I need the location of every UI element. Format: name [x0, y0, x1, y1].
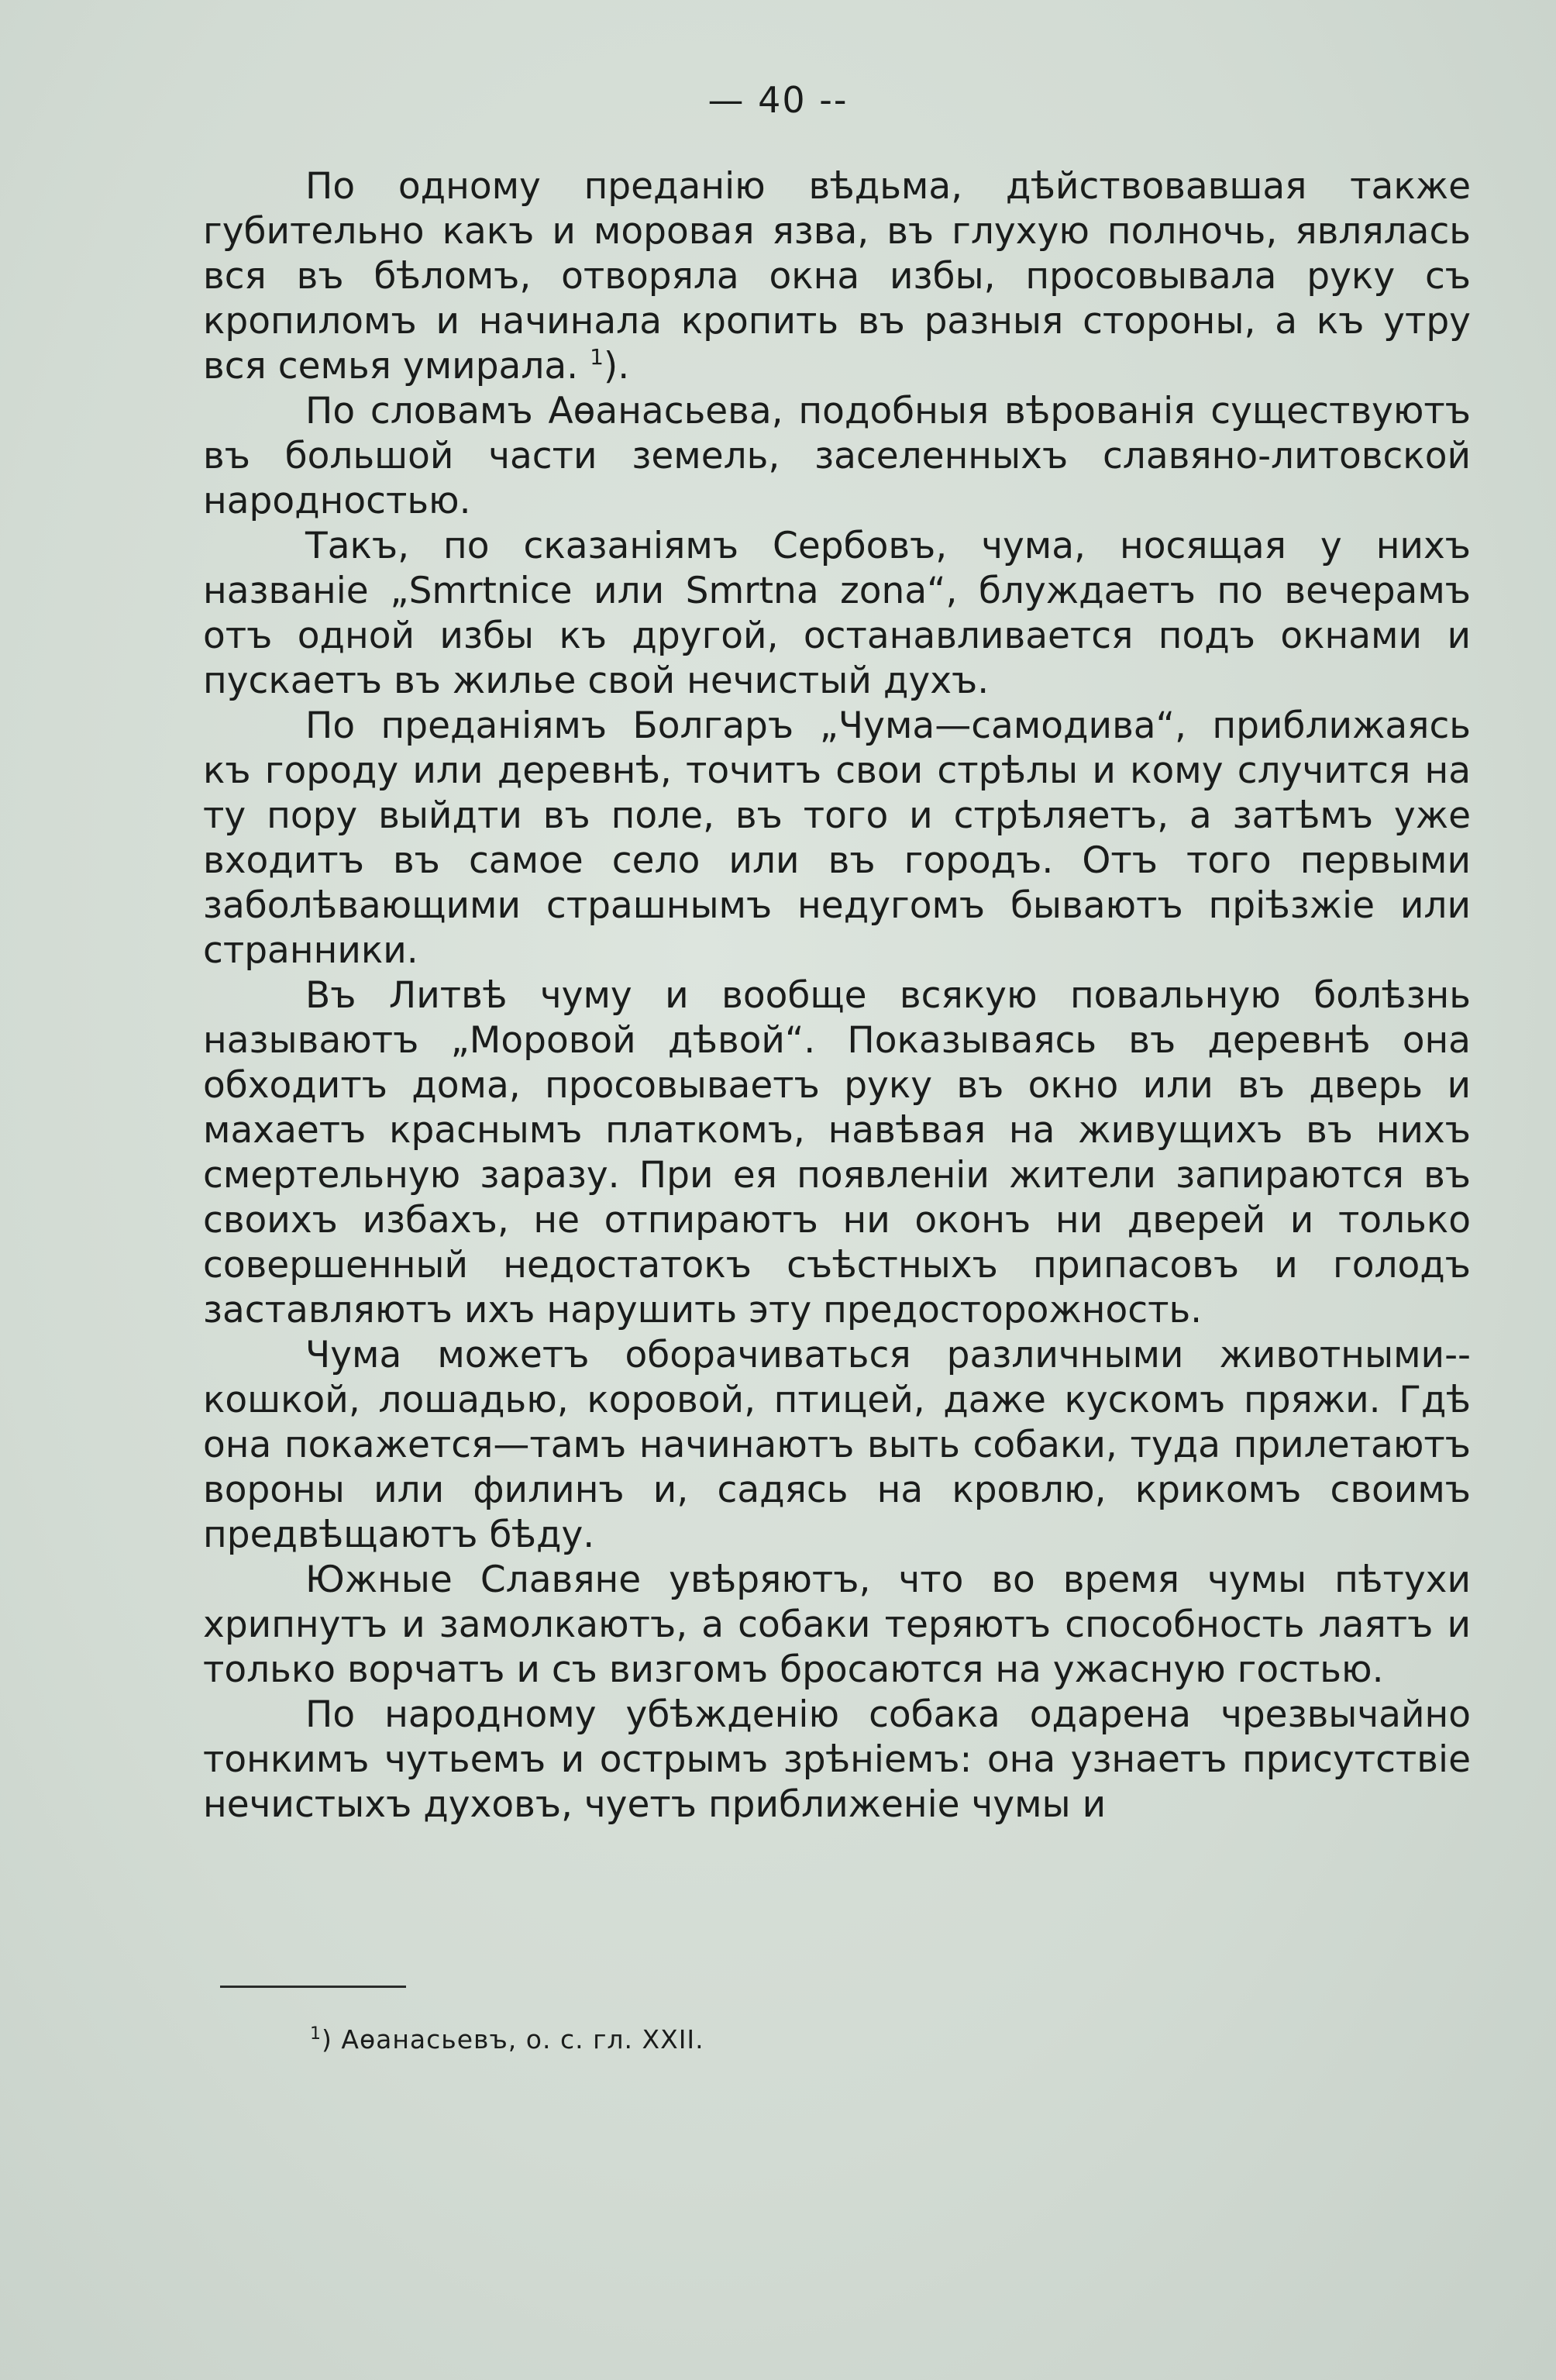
paragraph-1-tail: ). — [603, 345, 630, 387]
footnote-text: ) Аѳанасьевъ, о. с. гл. XXII. — [322, 2024, 704, 2055]
footnote-divider — [220, 1986, 406, 1988]
paragraph-8: По народному убѣжденію собака одарена чрезвычайно тонкимъ чутьемъ и острымъ зрѣніемъ: она узнаетъ присутствіе нечистыхъ духовъ, чуетъ приближеніе чумы и — [203, 1693, 1471, 1826]
paragraph-1-text: По одному преданію вѣдьма, дѣйствовавшая также губительно какъ и моровая язва, въ глухую полночь, являлась вся въ бѣломъ, отворяла окна избы, просовывала руку съ кропиломъ и начинала кропить въ разныя стороны, а къ утру вся семья умирала. — [203, 165, 1471, 387]
paragraph-7: Южные Славяне увѣряютъ, что во время чумы пѣтухи хрипнутъ и замолкаютъ, а собаки теряютъ способность лаятъ и только ворчатъ и съ визгомъ бросаются на ужасную гостью. — [203, 1559, 1471, 1691]
paragraph-2: По словамъ Аѳанасьева, подобныя вѣрованія существуютъ въ большой части земель, заселенныхъ славяно-литовской народностью. — [203, 390, 1471, 522]
paragraph-5: Въ Литвѣ чуму и вообще всякую повальную болѣзнь называютъ „Моровой дѣвой“. Показываясь въ деревнѣ она обходитъ дома, просовываетъ руку въ окно или въ дверь и махаетъ краснымъ платкомъ, навѣвая на живущихъ въ нихъ смертельную заразу. При ея появленіи жители запираются въ своихъ избахъ, не отпираютъ ни оконъ ни дверей и только совершенный недостатокъ съѣстныхъ припасовъ и голодъ заставляютъ ихъ нарушить эту предосторожность. — [203, 974, 1471, 1331]
page-number: — 40 -- — [707, 79, 849, 121]
footnote-marker: 1 — [310, 2024, 322, 2044]
footnote-ref-1: 1 — [590, 344, 604, 370]
paragraph-4: По преданіямъ Болгаръ „Чума—самодива“, приближаясь къ городу или деревнѣ, точитъ свои стрѣлы и кому случится на ту пору выйдти въ поле, въ того и стрѣляетъ, а затѣмъ уже входитъ въ самое село или въ городъ. Отъ того первыми заболѣвающими страшнымъ недугомъ бываютъ пріѣзжіе или странники. — [203, 704, 1471, 972]
body-text — [203, 164, 1471, 1827]
paragraph-1 — [203, 164, 1471, 389]
footnote-1 — [310, 2024, 704, 2055]
paragraph-6: Чума можетъ оборачиваться различными животными-- кошкой, лошадью, коровой, птицей, даже кускомъ пряжи. Гдѣ она покажется—тамъ начинаютъ выть собаки, туда прилетаютъ вороны или филинъ и, садясь на кровлю, крикомъ своимъ предвѣщаютъ бѣду. — [203, 1334, 1471, 1556]
paragraph-3: Такъ, по сказаніямъ Сербовъ, чума, носящая у нихъ названіе „Smrtnice или Smrtna zona“, блуждаетъ по вечерамъ отъ одной избы къ другой, останавливается подъ окнами и пускаетъ въ жилье свой нечистый духъ. — [203, 525, 1471, 702]
